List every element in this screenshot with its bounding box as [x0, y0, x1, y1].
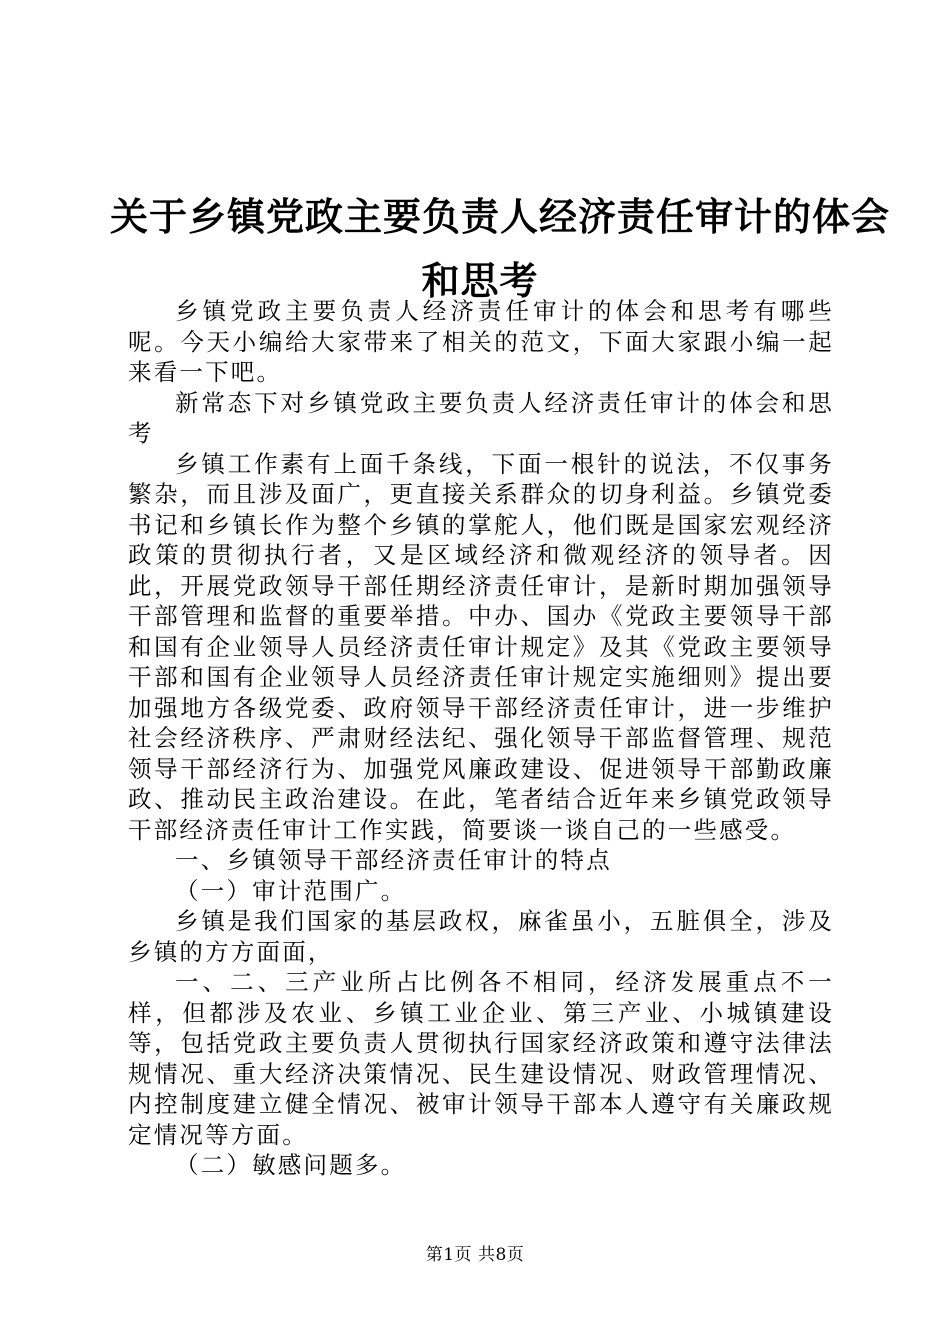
document-body [128, 296, 834, 1181]
subsection-heading-1: （一）审计范围广。 [175, 876, 407, 905]
paragraph-main: 乡镇工作素有上面千条线，下面一根针的说法，不仅事务繁杂，而且涉及面广，更直接关系群众的切身利益。乡镇党委书记和乡镇长作为整个乡镇的掌舵人，他们既是国家宏观经济政策的贯彻执行者，又是区域经济和微观经济的领导者。因此，开展党政领导干部任期经济责任审计，是新时期加强领导干部管理和监督的重要举措。中办、国办《党政主要领导干部和国有企业领导人员经济责任审计规定》及其《党政主要领导干部和国有企业领导人员经济责任审计规定实施细则》提出要加强地方各级党委、政府领导干部经济责任审计，进一步维护社会经济秩序、严肃财经法纪、强化领导干部监督管理、规范领导干部经济行为、加强党风廉政建设、促进领导干部勤政廉政、推动民主政治建设。在此，笔者结合近年来乡镇党政领导干部经济责任审计工作实践，简要谈一谈自己的一些感受。 [128, 449, 834, 844]
paragraph-intro: 乡镇党政主要负责人经济责任审计的体会和思考有哪些呢。今天小编给大家带来了相关的范文，下面大家跟小编一起来看一下吧。 [128, 297, 834, 386]
section-heading-1: 一、乡镇领导干部经济责任审计的特点 [175, 846, 612, 874]
paragraph-scope: 乡镇是我们国家的基层政权，麻雀虽小，五脏俱全，涉及乡镇的方方面面， [128, 907, 834, 966]
paragraph-subtitle: 新常态下对乡镇党政主要负责人经济责任审计的体会和思考 [128, 388, 834, 447]
document-title-line2: 和思考 [421, 259, 539, 303]
paragraph-industries: 一、二、三产业所占比例各不相同，经济发展重点不一样，但都涉及农业、乡镇工业企业、第三产业、小城镇建设等，包括党政主要负责人贯彻执行国家经济政策和遵守法律法规情况、重大经济决策情况、民生建设情况、财政管理情况、内控制度建立健全情况、被审计领导干部本人遵守有关廉政规定情况等方面。 [128, 968, 834, 1149]
document-title-line1: 关于乡镇党政主要负责人经济责任审计的体会 [110, 195, 891, 239]
subsection-heading-2: （二）敏感问题多。 [175, 1151, 407, 1179]
page-footer: 第1页 共8页 [425, 1245, 525, 1265]
